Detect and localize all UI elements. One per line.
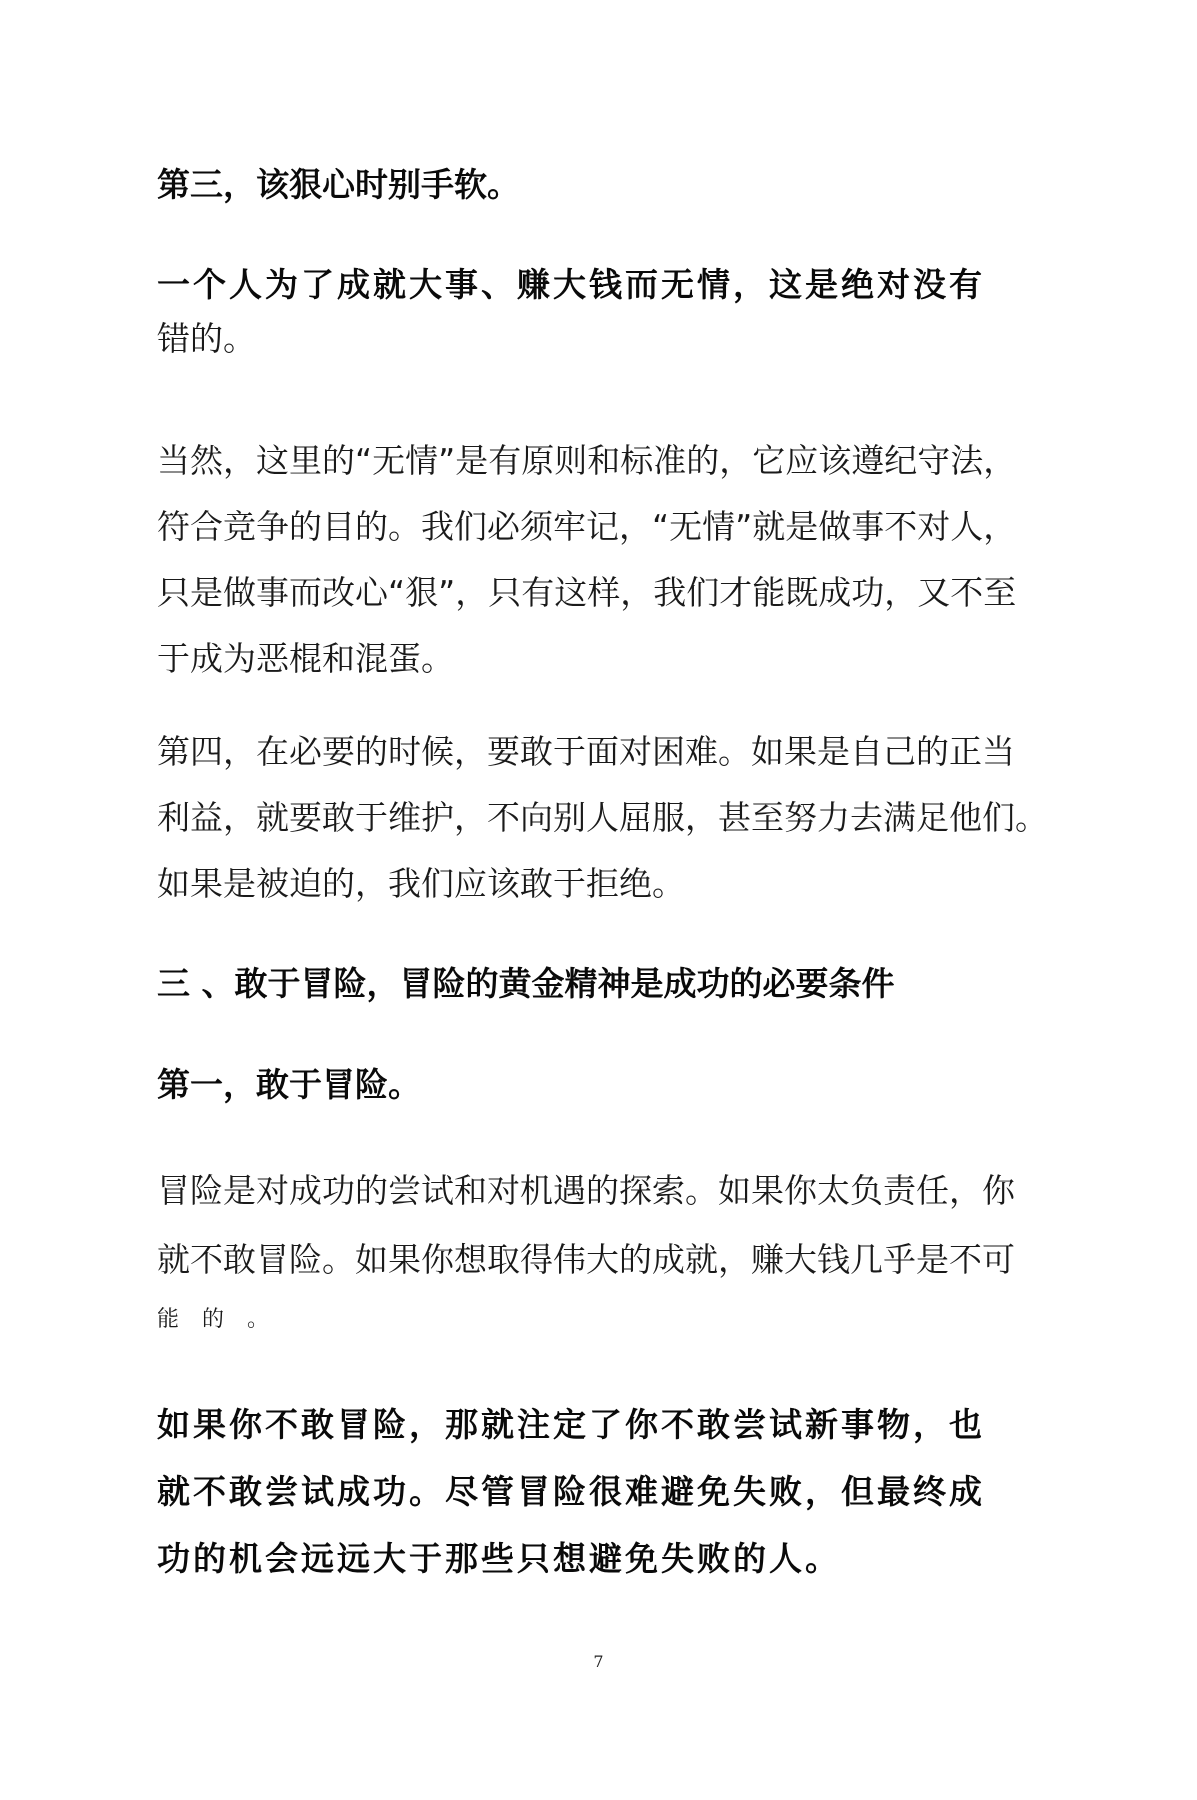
paragraph-line: 功的机会远远大于那些只想避免失败的人。: [157, 1539, 841, 1578]
subheading-first-point: 第一，敢于冒险。: [157, 1065, 421, 1104]
paragraph-line: 于成为恶棍和混蛋。: [157, 639, 454, 678]
paragraph-line: 符合竞争的目的。我们必须牢记，“无情”就是做事不对人，: [157, 507, 1017, 546]
paragraph-line: 只是做事而改心“狠”，只有这样，我们才能既成功，又不至: [157, 573, 1017, 612]
paragraph-line: 冒险是对成功的尝试和对机遇的探索。如果你太负责任，你: [157, 1171, 1015, 1210]
page-number: 7: [593, 1652, 604, 1671]
paragraph-line: 当然，这里的“无情”是有原则和标准的，它应该遵纪守法，: [157, 441, 1017, 480]
section-heading: 三 、敢于冒险，冒险的黄金精神是成功的必要条件: [157, 964, 895, 1003]
paragraph-line: 能 的 。: [157, 1307, 277, 1332]
paragraph-line: 如果是被迫的，我们应该敢于拒绝。: [157, 864, 685, 903]
heading-third-point: 第三，该狠心时别手软。: [157, 165, 520, 204]
paragraph-line: 就不敢尝试成功。尽管冒险很难避免失败，但最终成: [157, 1472, 985, 1511]
paragraph-line: 就不敢冒险。如果你想取得伟大的成就，赚大钱几乎是不可: [157, 1240, 1015, 1279]
paragraph-line: 错的。: [157, 319, 256, 358]
paragraph-line: 如果你不敢冒险，那就注定了你不敢尝试新事物，也: [157, 1405, 985, 1444]
paragraph-line: 第四，在必要的时候，要敢于面对困难。如果是自己的正当: [157, 732, 1015, 771]
paragraph-line: 一个人为了成就大事、赚大钱而无情，这是绝对没有: [157, 265, 985, 304]
paragraph-line: 利益，就要敢于维护，不向别人屈服，甚至努力去满足他们。: [157, 798, 1048, 837]
